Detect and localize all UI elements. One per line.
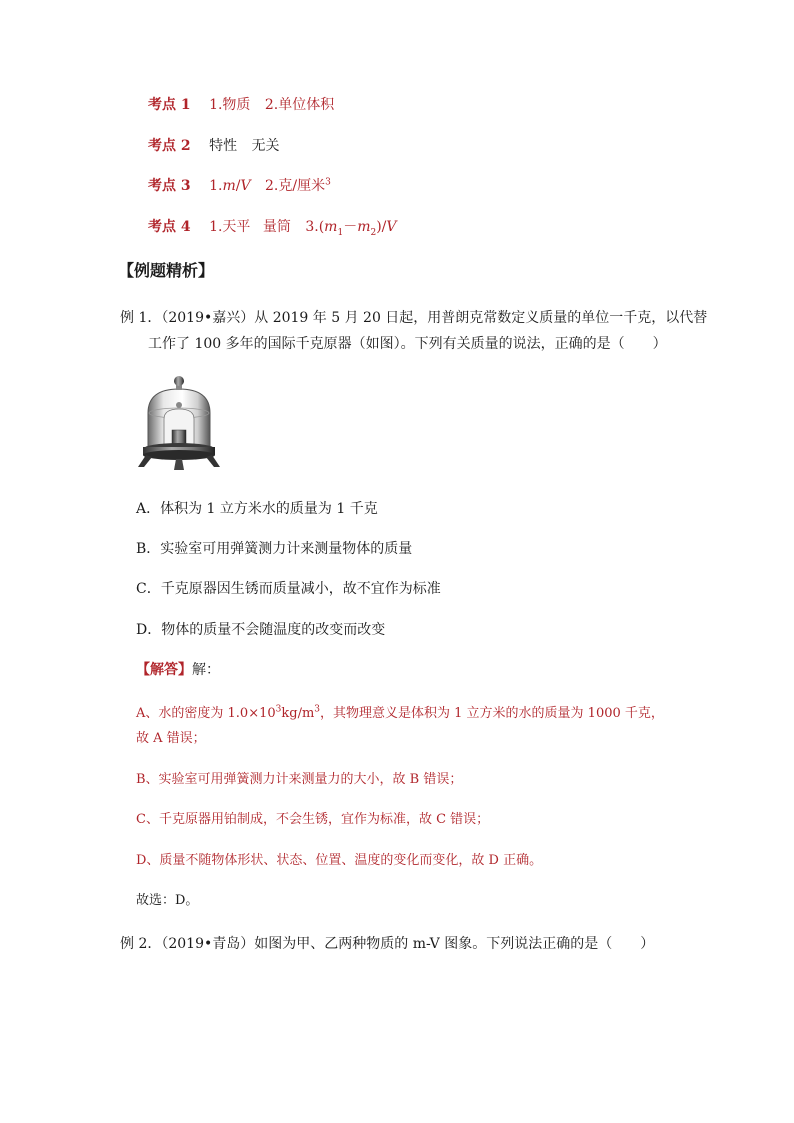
- kilogram-prototype-image: [136, 375, 222, 475]
- kaodian-3: [148, 176, 331, 196]
- solution-label: 【解答】: [136, 662, 192, 678]
- example-2-line-1: 例 2．（2019•青岛）如图为甲、乙两种物质的 m-V 图象。下列说法正确的是（ ）: [120, 936, 655, 952]
- kaodian-1-label: 考点 1: [148, 97, 191, 113]
- kaodian-3-formula: 1.m/V: [209, 178, 251, 194]
- kaodian-4-answer-1: 1.天平: [209, 219, 251, 235]
- example-1-line-2: 工作了 100 多年的国际千克原器（如图）。下列有关质量的说法，正确的是（ ）: [148, 336, 667, 352]
- answer-a: A、水的密度为 $1.0\times 10^3kg/m^3$，其物理意义是体积为 1 立方米的水的质量为 1000 千克，: [136, 704, 664, 721]
- option-c: C．千克原器因生锈而质量减小，故不宜作为标准: [136, 581, 441, 597]
- solution-suffix: 解：: [192, 662, 220, 678]
- kaodian-4-formula: $3.(m_1-m_2)/V$: [305, 219, 397, 238]
- kaodian-1: [148, 95, 334, 115]
- kaodian-1-answer-1: 1.物质: [209, 97, 251, 113]
- solution-heading: [136, 659, 220, 679]
- option-b: B．实验室可用弹簧测力计来测量物体的质量: [136, 541, 413, 557]
- kaodian-2-label: 考点 2: [148, 138, 191, 154]
- kaodian-4: [148, 217, 397, 237]
- kaodian-2-answer-1: 特性: [209, 138, 238, 154]
- kaodian-1-answer-2: 2.单位体积: [264, 97, 335, 113]
- answer-c: C、千克原器用铂制成，不会生锈，宜作为标准，故 C 错误；: [136, 812, 490, 827]
- section-title: 【例题精析】: [118, 261, 215, 280]
- example-1-line-1: 例 1．（2019•嘉兴）从 2019 年 5 月 20 日起，用普朗克常数定义质量的单位一千克，以代替: [120, 310, 708, 326]
- answer-a-line-2: 故 A 错误；: [136, 731, 206, 746]
- answer-d: D、质量不随物体形状、状态、位置、温度的变化而变化，故 D 正确。: [136, 853, 543, 868]
- kaodian-2: [148, 136, 280, 156]
- kaodian-3-label: 考点 3: [148, 178, 191, 194]
- option-a: A．体积为 1 立方米水的质量为 1 千克: [136, 501, 378, 517]
- kaodian-4-label: 考点 4: [148, 219, 191, 235]
- kaodian-4-answer-2: 量筒: [262, 219, 291, 235]
- answer-b: B、实验室可用弹簧测力计来测量力的大小，故 B 错误；: [136, 772, 463, 787]
- kaodian-3-unit: 2.克/厘米$^3$: [265, 177, 331, 194]
- kaodian-2-answer-2: 无关: [251, 138, 280, 154]
- option-d: D．物体的质量不会随温度的改变而改变: [136, 622, 386, 638]
- answer-choice: 故选：D。: [136, 893, 199, 908]
